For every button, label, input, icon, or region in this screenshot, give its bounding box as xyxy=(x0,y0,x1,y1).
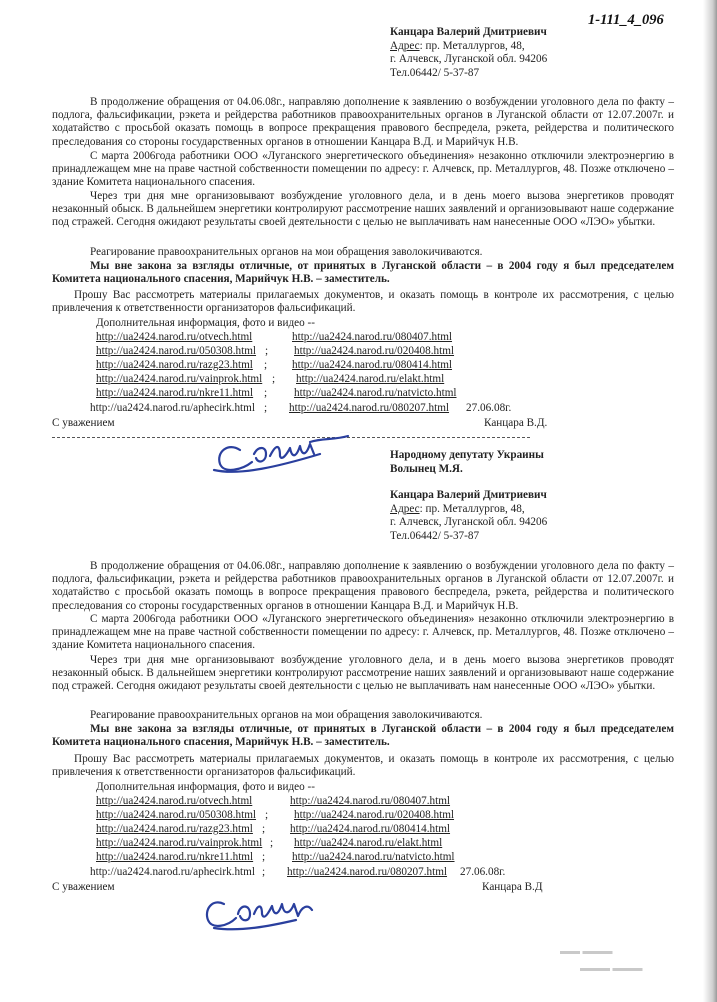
document-id: 1-111_4_096 xyxy=(588,12,664,28)
document-page: 1-111_4_096 Канцара Валерий Дмитриевич Адрес: пр. Металлургов, 48, г. Алчевск, Луганской обл. 94206 Тел.06442/ 5-37-87 В продолжение обращения от 04.06.08г., направляю дополнение к заявлению о возбуждении уголовного дела по факту – подлога, фальсификации, рэкета и рейдерства работников правоохранительных органов в Луганской области от 12.07.2007г. и ходатайство с просьбой оказать помощь в вопросе прекращения правового беспредела, рэкета, рейдерства и политического преследования со стороны государственных органов в отношении Канцара В.Д. и Марийчук Н.В. С марта 2006года работники ООО «Луганского энергетического объединения» незаконно отключили электроэнергию в принадлежащем мне на праве частной собственности помещении по адресу: г. Алчевск, пр. Металлургов, 48. Позже отключено – здание Комитета национального спасения. Через три дня мне организовывают возбуждение уголовного дела, и в день моего вызова энергетиков проводят незаконный обыск. В дальнейшем энергетики контролируют рассмотрение наших заявлений и организовывают наше содержание под стражей. Сегодня ожидают результаты своей деятельности с целью не выплачивать нам нанесенные ООО «ЛЭО» убытки. Реагирование правоохранительных органов на мои обращения заволокичиваются. Мы вне закона за взгляды отличные, от принятых в Луганской области – в 2004 году я был председателем Комитета национального спасения, Марийчук Н.В. – заместитель. Прошу Вас рассмотреть материалы прилагаемых документов, и оказать помощь в контроле их рассмотрения, с целью привлечения к ответственности организаторов фальсификаций. Дополнительная информация, фото и видео -- http://ua2424.narod.ru/otvech.html http://ua2424.narod.ru/080407.html http://ua2424.narod.ru/050308.html ; http://ua2424.narod.ru/020408.html http://ua2424.narod.ru/razg23.html ; http://ua2424.narod.ru/080414.html http://ua2424.narod.ru/vainprok.html ; http://ua2424.narod.ru/elakt.html http://ua2424.narod.ru/nkre11.html ; http://ua2424.narod.ru/natvicto.html http://ua2424.narod.ru/aphecirk.html ; http://ua2424.narod.ru/080207.html 27.06.08г. С уважением Канцара В.Д. Народному депутату Украины Волынец М.Я. Канцара Валерий Дмитриевич Адрес: пр. Металлургов, 48, г. Алчевск, Луганской обл. 94206 Тел.06442/ 5-37-87 В продолжение обращения от 04.06.08г., направляю дополнение к заявлению о возбуждении уголовного дела по факту – подлога, фальсификации, рэкета и рейдерства работников правоохранительных органов в Луганской области от 12.07.2007г. и ходатайство с просьбой оказать помощь в вопросе прекращения правового беспредела, рэкета, рейдерства и политического преследования со стороны государственных органов в отношении Канцара В.Д. и Марийчук Н.В. С марта 2006года работники ООО «Луганского энергетического объединения» незаконно отключили электроэнергию в принадлежащем мне на праве частной собственности помещении по адресу: г. Алчевск, пр. Металлургов, 48. Позже отключено – здание Комитета национального спасения. Через три дня мне организовывают возбуждение уголовного дела, и в день моего вызова энергетиков проводят незаконный обыск. В дальнейшем энергетики контролируют рассмотрение наших заявлений и организовывают наше содержание под стражей. Сегодня ожидают результаты своей деятельности с целью не выплачивать нам нанесенные ООО «ЛЭО» убытки. Реагирование правоохранительных органов на мои обращения заволокичиваются. Мы вне закона за взгляды отличные, от принятых в Луганской области – в 2004 году я был председателем Комитета национального спасения, Марийчук Н.В. – заместитель. Прошу Вас рассмотреть материалы прилагаемых документов, и оказать помощь в контроле их рассмотрения, с целью привлечения к ответственности организаторов фальсификаций. Дополнительная информация, фото и видео -- http://ua2424.narod.ru/otvech.html http://ua2424.narod.ru/080407.html http://ua2424.narod.ru/050308.html ; http://ua2424.narod.ru/020408.html http://ua2424.narod.ru/razg23.html ; http://ua2424.narod.ru/080414.html http://ua2424.narod.ru/vainprok.html ; http://ua2424.narod.ru/elakt.html http://ua2424.narod.ru/nkre11.html ; http://ua2424.narod.ru/natvicto.html http://ua2424.narod.ru/aphecirk.html ; http://ua2424.narod.ru/080207.html 27.06.08г. С уважением Канцара В.Д ▬▬ ▬▬▬ ▬▬▬ ▬▬▬ xyxy=(0,0,717,1002)
link-020408[interactable]: http://ua2424.narod.ru/020408.html xyxy=(294,345,455,357)
paragraph-electricity-2: С марта 2006года работники ООО «Луганского энергетического объединения» незаконно отключили электроэнергию в принадлежащем мне на праве частной собственности помещении по адресу: г. Алчевск, пр. Металлургов, 48. Позже отключено – здание Комитета национального спасения. xyxy=(52,613,674,652)
sender-name: Канцара Валерий Дмитриевич xyxy=(390,489,547,501)
link-razg23[interactable]: http://ua2424.narod.ru/razg23.html xyxy=(96,359,253,371)
bleed-through-mark: ▬▬ ▬▬▬ xyxy=(560,946,613,957)
signer-name: Канцара В.Д xyxy=(482,881,543,893)
sender-city: г. Алчевск, Луганской обл. 94206 xyxy=(390,516,548,528)
bleed-through-mark: ▬▬▬ ▬▬▬ xyxy=(580,963,643,974)
link-aphecirk[interactable]: http://ua2424.narod.ru/aphecirk.html xyxy=(90,402,255,414)
sender-block-2 xyxy=(390,489,690,543)
link-nkre11[interactable]: http://ua2424.narod.ru/nkre11.html xyxy=(96,387,254,399)
sender-address xyxy=(390,503,690,517)
page-edge-shadow xyxy=(703,0,717,1002)
sender-city: г. Алчевск, Луганской обл. 94206 xyxy=(390,53,548,65)
link-vainprok[interactable]: http://ua2424.narod.ru/vainprok.html xyxy=(96,373,263,385)
link-080207[interactable]: http://ua2424.narod.ru/080207.html xyxy=(287,866,448,878)
paragraph-criminal-case: Через три дня мне организовывают возбуждение уголовного дела, и в день моего вызова энергетиков проводят незаконный обыск. В дальнейшем энергетики контролируют рассмотрение наших заявлений и организовывают наше содержание под стражей. Сегодня ожидают результаты своей деятельности с целью не выплачивать нам нанесенные ООО «ЛЭО» убытки. xyxy=(52,190,674,229)
link-050308[interactable]: http://ua2424.narod.ru/050308.html xyxy=(96,809,257,821)
link-otvech[interactable]: http://ua2424.narod.ru/otvech.html xyxy=(96,331,253,343)
link-020408[interactable]: http://ua2424.narod.ru/020408.html xyxy=(294,809,455,821)
link-natvicto[interactable]: http://ua2424.narod.ru/natvicto.html xyxy=(294,387,457,399)
link-nkre11[interactable]: http://ua2424.narod.ru/nkre11.html xyxy=(96,851,254,863)
sender-address xyxy=(390,40,690,54)
link-080407[interactable]: http://ua2424.narod.ru/080407.html xyxy=(290,795,451,807)
signature-1 xyxy=(210,432,360,478)
link-otvech[interactable]: http://ua2424.narod.ru/otvech.html xyxy=(96,795,253,807)
link-080414[interactable]: http://ua2424.narod.ru/080414.html xyxy=(290,823,451,835)
sender-name: Канцара Валерий Дмитриевич xyxy=(390,26,547,38)
paragraph-request-2: Прошу Вас рассмотреть материалы прилагаемых документов, и оказать помощь в контроле их рассмотрения, с целью привлечения к ответственности организаторов фальсификаций. xyxy=(52,753,674,779)
info-heading: Дополнительная информация, фото и видео -- xyxy=(96,317,315,329)
address-label: Адрес xyxy=(390,39,420,52)
paragraph-committee: Мы вне закона за взгляды отличные, от принятых в Луганской области – в 2004 году я был председателем Комитета национального спасения, Марийчук Н.В. – заместитель. xyxy=(52,260,674,286)
paragraph-criminal-case-2: Через три дня мне организовывают возбуждение уголовного дела, и в день моего вызова энергетиков проводят незаконный обыск. В дальнейшем энергетики контролируют рассмотрение наших заявлений и организовывают наше содержание под стражей. Сегодня ожидают результаты своей деятельности с целью не выплачивать нам нанесенные ООО «ЛЭО» убытки. xyxy=(52,654,674,693)
paragraph-request: Прошу Вас рассмотреть материалы прилагаемых документов, и оказать помощь в контроле их рассмотрения, с целью привлечения к ответственности организаторов фальсификаций. xyxy=(52,289,674,315)
link-080407[interactable]: http://ua2424.narod.ru/080407.html xyxy=(292,331,453,343)
closing-regards: С уважением xyxy=(52,881,115,893)
recipient-block xyxy=(390,449,690,476)
link-080207[interactable]: http://ua2424.narod.ru/080207.html xyxy=(289,402,450,414)
link-natvicto[interactable]: http://ua2424.narod.ru/natvicto.html xyxy=(292,851,455,863)
link-aphecirk[interactable]: http://ua2424.narod.ru/aphecirk.html xyxy=(90,866,255,878)
link-elakt[interactable]: http://ua2424.narod.ru/elakt.html xyxy=(296,373,445,385)
address-label: Адрес xyxy=(390,502,420,515)
signer-name: Канцара В.Д. xyxy=(484,417,548,429)
recipient-title: Народному депутату Украины xyxy=(390,449,544,461)
paragraph-electricity: С марта 2006года работники ООО «Луганского энергетического объединения» незаконно отключили электроэнергию в принадлежащем мне на праве частной собственности помещении по адресу: г. Алчевск, пр. Металлургов, 48. Позже отключено – здание Комитета национального спасения. xyxy=(52,150,674,189)
sender-phone: Тел.06442/ 5-37-87 xyxy=(390,66,480,79)
sender-block xyxy=(390,26,690,80)
paragraph-reaction-2: Реагирование правоохранительных органов на мои обращения заволокичиваются. xyxy=(90,709,483,721)
paragraph-appeal: В продолжение обращения от 04.06.08г., направляю дополнение к заявлению о возбуждении уголовного дела по факту – подлога, фальсификации, рэкета и рейдерства работников правоохранительных органов в Луганской области от 12.07.2007г. и ходатайство с просьбой оказать помощь в вопросе прекращения правового беспредела, рэкета, рейдерства и политического преследования со стороны государственных органов в отношении Канцара В.Д. и Марийчук Н.В. xyxy=(52,96,674,148)
recipient-name: Волынец М.Я. xyxy=(390,462,463,475)
link-elakt[interactable]: http://ua2424.narod.ru/elakt.html xyxy=(294,837,443,849)
link-050308[interactable]: http://ua2424.narod.ru/050308.html xyxy=(96,345,257,357)
signature-2 xyxy=(200,892,330,934)
letter-date: 27.06.08г. xyxy=(466,402,512,414)
letter-date: 27.06.08г. xyxy=(460,866,506,878)
sender-phone: Тел.06442/ 5-37-87 xyxy=(390,529,480,542)
paragraph-reaction: Реагирование правоохранительных органов на мои обращения заволокичиваются. xyxy=(90,246,483,258)
link-razg23[interactable]: http://ua2424.narod.ru/razg23.html xyxy=(96,823,253,835)
address-value: : пр. Металлургов, 48, xyxy=(419,39,525,52)
address-value: : пр. Металлургов, 48, xyxy=(419,502,525,515)
link-080414[interactable]: http://ua2424.narod.ru/080414.html xyxy=(292,359,453,371)
info-heading-2: Дополнительная информация, фото и видео -- xyxy=(96,781,315,793)
closing-regards: С уважением xyxy=(52,417,115,429)
link-vainprok[interactable]: http://ua2424.narod.ru/vainprok.html xyxy=(96,837,263,849)
paragraph-appeal-2: В продолжение обращения от 04.06.08г., направляю дополнение к заявлению о возбуждении уголовного дела по факту – подлога, фальсификации, рэкета и рейдерства работников правоохранительных органов в Луганской области от 12.07.2007г. и ходатайство с просьбой оказать помощь в вопросе прекращения правового беспредела, рэкета, рейдерства и политического преследования со стороны государственных органов в отношении Канцара В.Д. и Марийчук Н.В. xyxy=(52,560,674,612)
paragraph-committee-2: Мы вне закона за взгляды отличные, от принятых в Луганской области – в 2004 году я был председателем Комитета национального спасения, Марийчук Н.В. – заместитель. xyxy=(52,723,674,749)
